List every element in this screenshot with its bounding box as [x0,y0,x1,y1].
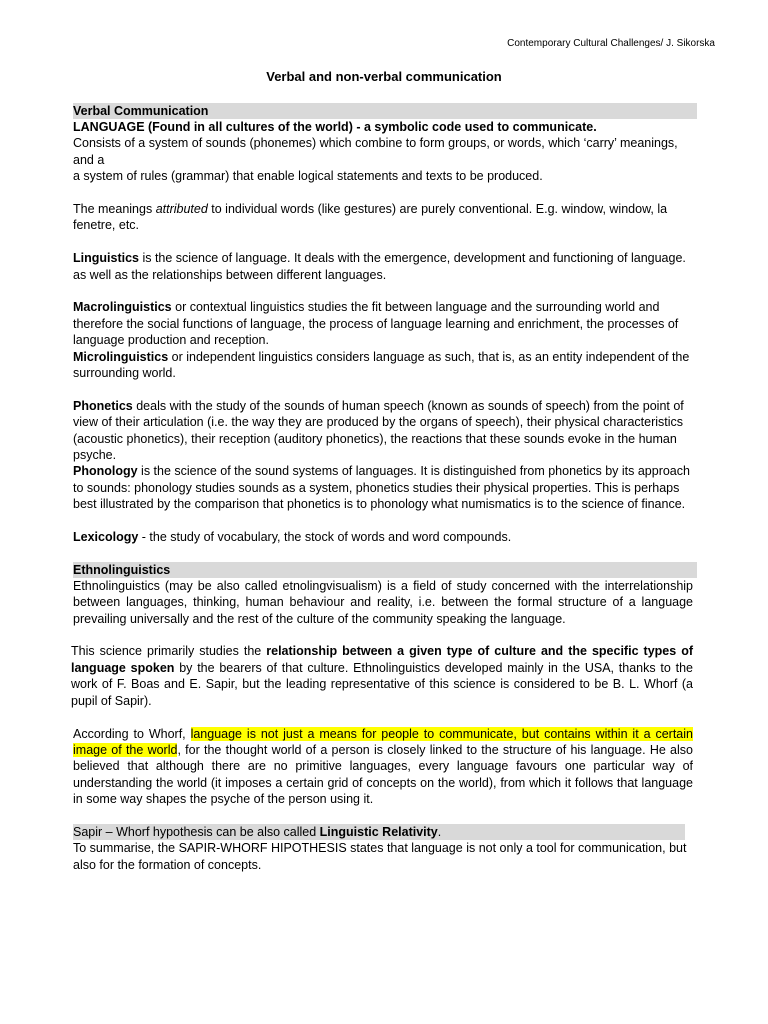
language-definition: LANGUAGE (Found in all cultures of the world) - a symbolic code used to communicate. [73,120,597,134]
sounds-line: Consists of a system of sounds (phonemes) which combine to form groups, or words, which ‘carry’ meanings, and a [73,136,678,167]
phonetics-paragraph: Phonetics deals with the study of the sounds of human speech (known as sounds of speech) from the point of view of their articulation (i.e. the way they are produced by the organs of speech), their physical characteristics (acoustic phonetics), their reception (auditory phonetics), the reactions that these sounds evoke in the human psyche. [73,398,684,463]
phonology-paragraph: Phonology is the science of the sound systems of languages. It is distinguished from phonetics by its approach to sounds: phonology studies sounds as a system, phonetics studies their physical properties. This is perhaps best illustrated by the comparison that phonetics is to phonology what numismatics is to the science of finance. [73,464,690,512]
linguistics-paragraph: Linguistics is the science of language. It deals with the emergence, development and functioning of language. [73,251,686,266]
section-heading-verbal: Verbal Communication [73,103,697,119]
lexicology-paragraph: Lexicology - the study of vocabulary, the stock of words and word compounds. [73,530,512,545]
macrolinguistics-paragraph: Macrolinguistics or contextual linguistics studies the fit between language and the surrounding world and therefore the social functions of language, the process of language learning and enrichment, the processes of language production and reception. [73,300,679,348]
whorf-paragraph: According to Whorf, language is not just a means for people to communicate, but contains within it a certain image of the world, for the thought world of a person is closely linked to the structure of his language. He also believed that although there are no primitive languages, every language favours one particular way of understanding the world (it imposes a certain grid of concepts on the world), from which it follows that language in some way shapes the psyche of the person using it. [73,726,693,807]
summary-paragraph: To summarise, the SAPIR-WHORF HIPOTHESIS states that language is not only a tool for communication, but also for the formation of concepts. [73,841,687,872]
rules-line: a system of rules (grammar) that enable logical statements and texts to be produced. [73,169,543,184]
linguistics-line2: as well as the relationships between different languages. [73,267,387,282]
meanings-paragraph: The meanings attributed to individual words (like gestures) are purely conventional. E.g. window, window, la fenetre, etc. [73,202,668,233]
ethnolinguistics-paragraph-2: This science primarily studies the relationship between a given type of culture and the specific types of language spoken by the bearers of that culture. Ethnolinguistics developed mainly in the USA, thanks to the work of F. Boas and E. Sapir, but the leading representative of this science is considered to be B. L. Whorf (a pupil of Sapir). [71,644,693,708]
sapir-whorf-line: Sapir – Whorf hypothesis can be also called Linguistic Relativity. [73,824,685,840]
section-heading-ethnolinguistics: Ethnolinguistics [73,562,697,578]
document-body [73,103,693,873]
highlighted-quote: language is not just a means for people to communicate, but contains within it a certain image of the world [73,726,693,757]
ethnolinguistics-paragraph-1: Ethnolinguistics (may be also called etnolingvisualism) is a field of study concerned with the interrelationship between languages, thinking, human behaviour and reality, i.e. between the formal structure of a language prevailing universally and the rest of the culture of the community speaking the language. [73,578,693,626]
microlinguistics-paragraph: Microlinguistics or independent linguistics considers language as such, that is, as an entity independent of the surrounding world. [73,349,690,381]
document-title: Verbal and non-verbal communication [266,69,502,84]
running-header: Contemporary Cultural Challenges/ J. Sikorska [507,38,715,49]
